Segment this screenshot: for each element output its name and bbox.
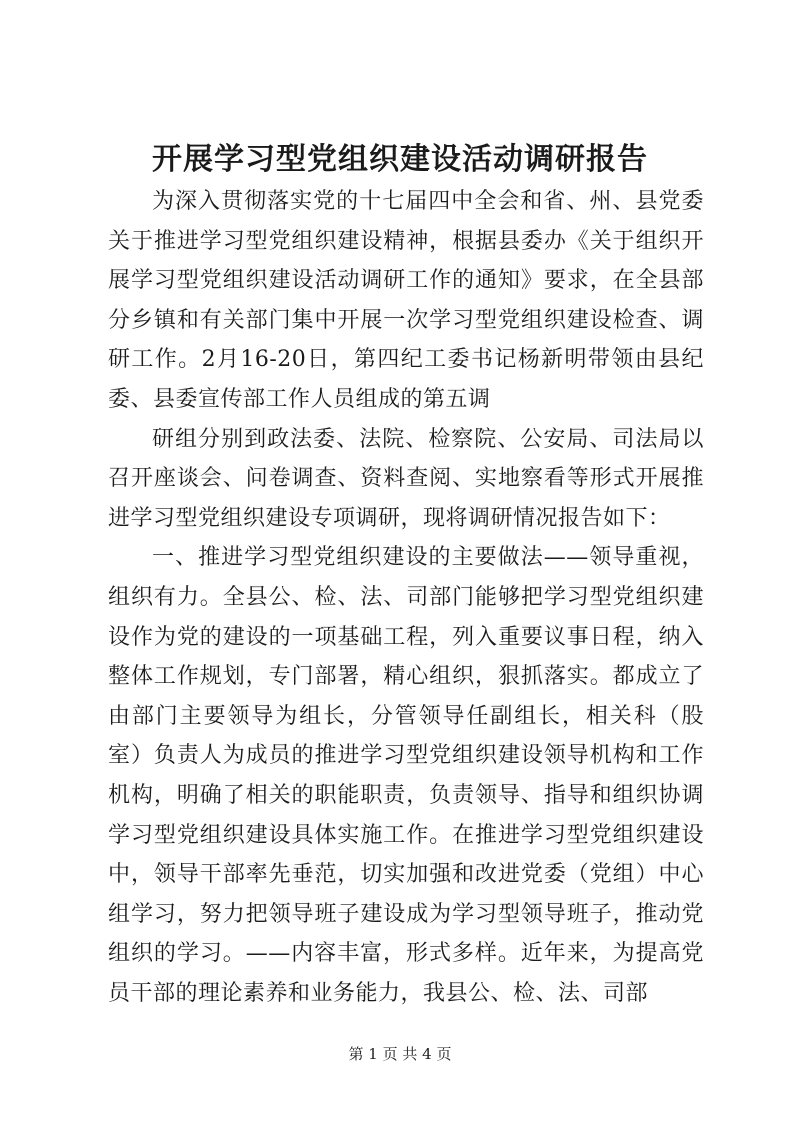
- document-body: [108, 182, 704, 1013]
- paragraph-1: 为深入贯彻落实党的十七届四中全会和省、州、县党委关于推进学习型党组织建设精神，根据县委办《关于组织开展学习型党组织建设活动调研工作的通知》要求，在全县部分乡镇和有关部门集中开展一次学习型党组织建设检查、调研工作。2月16-20日，第四纪工委书记杨新明带领由县纪委、县委宣传部工作人员组成的第五调: [108, 189, 704, 412]
- paragraph-3: 一、推进学习型党组织建设的主要做法——领导重视，组织有力。全县公、检、法、司部门能够把学习型党组织建设作为党的建设的一项基础工程，列入重要议事日程，纳入整体工作规划，专门部署，精心组织，狠抓落实。都成立了由部门主要领导为组长，分管领导任副组长，相关科（股室）负责人为成员的推进学习型党组织建设领导机构和工作机构，明确了相关的职能职责，负责领导、指导和组织协调学习型党组织建设具体实施工作。在推进学习型党组织建设中，领导干部率先垂范，切实加强和改进党委（党组）中心组学习，努力把领导班子建设成为学习型领导班子，推动党组织的学习。——内容丰富，形式多样。近年来，为提高党员干部的理论素养和业务能力，我县公、检、法、司部: [108, 545, 704, 1006]
- page-footer: 第 1 页 共 4 页: [348, 1045, 452, 1063]
- document-title: 开展学习型党组织建设活动调研报告: [152, 142, 648, 177]
- paragraph-2: 研组分别到政法委、法院、检察院、公安局、司法局以召开座谈会、问卷调查、资料查阅、实地察看等形式开展推进学习型党组织建设专项调研，现将调研情况报告如下：: [108, 426, 704, 531]
